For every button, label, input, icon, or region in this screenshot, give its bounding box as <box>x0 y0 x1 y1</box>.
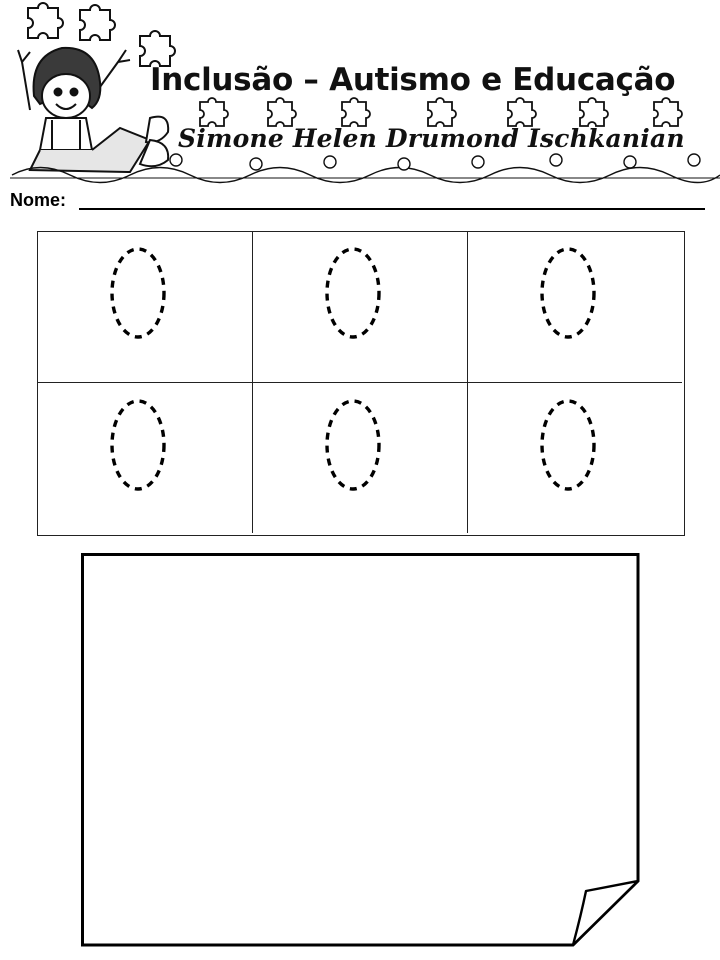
drawing-area[interactable] <box>81 553 643 949</box>
puzzle-piece-icon <box>200 98 228 126</box>
puzzle-piece-icon <box>508 98 536 126</box>
trace-cell[interactable] <box>38 383 253 533</box>
dashed-zero-tracing[interactable] <box>38 383 253 533</box>
puzzle-piece-icon <box>580 98 608 126</box>
dashed-zero-tracing[interactable] <box>468 232 682 383</box>
trace-cell[interactable] <box>253 232 468 383</box>
dashed-zero-tracing[interactable] <box>38 232 253 383</box>
name-field[interactable] <box>79 208 705 210</box>
trace-cell[interactable] <box>468 232 682 383</box>
flower-icon <box>250 158 262 170</box>
tracing-grid <box>37 231 685 536</box>
puzzle-piece-icon <box>342 98 370 126</box>
flower-icon <box>398 158 410 170</box>
dashed-zero-tracing[interactable] <box>253 383 468 533</box>
dashed-zero-tracing[interactable] <box>468 383 682 533</box>
trace-cell[interactable] <box>253 383 468 533</box>
puzzle-piece-icon <box>80 5 115 40</box>
puzzle-piece-icon <box>140 31 175 66</box>
banner-title: Inclusão – Autismo e Educação <box>150 62 676 98</box>
flower-icon <box>688 154 700 166</box>
trace-cell[interactable] <box>468 383 682 533</box>
name-label: Nome: <box>10 190 67 210</box>
banner-author: Simone Helen Drumond Ischkanian <box>178 124 685 153</box>
dashed-zero-tracing[interactable] <box>253 232 468 383</box>
trace-cell[interactable] <box>38 232 253 383</box>
flower-icon <box>550 154 562 166</box>
flower-icon <box>324 156 336 168</box>
puzzle-piece-icon <box>428 98 456 126</box>
puzzle-piece-icon <box>268 98 296 126</box>
flower-icon <box>472 156 484 168</box>
flower-icon <box>624 156 636 168</box>
puzzle-piece-icon <box>28 3 63 38</box>
puzzle-piece-icon <box>654 98 682 126</box>
flower-icon <box>170 154 182 166</box>
header-banner <box>0 0 720 185</box>
